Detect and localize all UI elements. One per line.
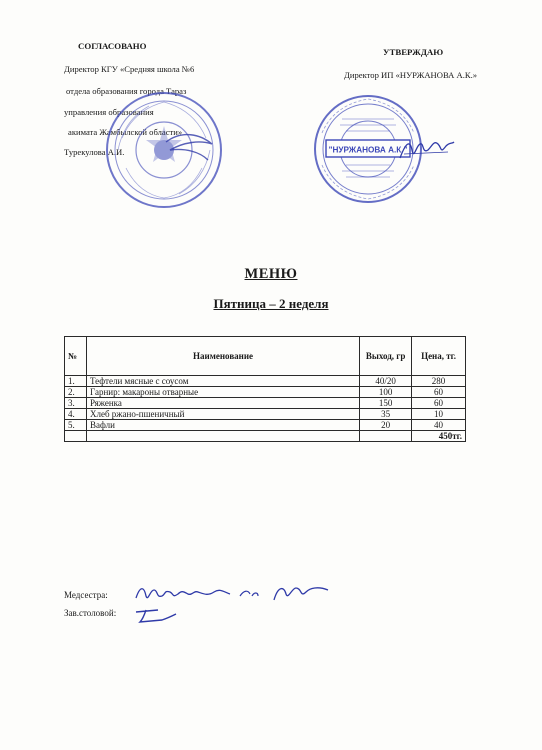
approval-left-line-3: управления образования [64, 107, 154, 117]
table-row [65, 376, 466, 387]
document-subtitle: Пятница – 2 неделя [213, 296, 329, 311]
total-empty-cell [86, 431, 359, 442]
row-name: Хлеб ржано-пшеничный [86, 409, 359, 420]
row-price: 10 [412, 409, 466, 420]
approval-left-line-5: Турекулова А.И. [64, 147, 125, 157]
row-price: 60 [412, 387, 466, 398]
total-price: 450тг. [412, 431, 466, 442]
row-name: Вафли [86, 420, 359, 431]
table-total-row [65, 431, 466, 442]
total-empty-cell [65, 431, 87, 442]
document-title: МЕНЮ [244, 266, 298, 282]
canteen-manager-signature-icon [132, 602, 180, 626]
director-signature-icon [398, 136, 456, 166]
table-row [65, 398, 466, 409]
row-price: 40 [412, 420, 466, 431]
column-header-name: Наименование [86, 337, 359, 376]
row-weight: 35 [360, 409, 412, 420]
table-header-row [65, 337, 466, 376]
row-price: 60 [412, 398, 466, 409]
approval-right-line: Директор ИП «НУРЖАНОВА А.К.» [344, 70, 478, 80]
menu-table [64, 336, 466, 442]
school-seal-icon [104, 90, 224, 210]
approval-left-line-2: отдела образования города Тараз [66, 86, 187, 96]
row-number: 5. [65, 420, 87, 431]
company-seal-name: "НУРЖАНОВА А.К." [328, 145, 408, 155]
approval-left-line-4: акимата Жамбылской области» [68, 127, 183, 137]
approval-left-line-1: Директор КГУ «Средняя школа №6 [64, 64, 195, 74]
column-header-weight: Выход, гр [360, 337, 412, 376]
table-row [65, 387, 466, 398]
row-number: 3. [65, 398, 87, 409]
row-name: Тефтели мясные с соусом [86, 376, 359, 387]
table-row [65, 420, 466, 431]
approval-right-title: УТВЕРЖДАЮ [383, 47, 444, 57]
column-header-number: № [65, 337, 87, 376]
row-name: Ряженка [86, 398, 359, 409]
nurse-label: Медсестра: [64, 590, 108, 600]
canteen-manager-label: Зав.столовой: [64, 608, 117, 618]
column-header-price: Цена, тг. [412, 337, 466, 376]
row-weight: 40/20 [360, 376, 412, 387]
row-number: 2. [65, 387, 87, 398]
total-empty-cell [360, 431, 412, 442]
row-number: 1. [65, 376, 87, 387]
row-weight: 150 [360, 398, 412, 409]
row-number: 4. [65, 409, 87, 420]
row-price: 280 [412, 376, 466, 387]
row-weight: 100 [360, 387, 412, 398]
row-weight: 20 [360, 420, 412, 431]
approval-left-title: СОГЛАСОВАНО [78, 41, 147, 51]
row-name: Гарнир: макароны отварные [86, 387, 359, 398]
table-row [65, 409, 466, 420]
